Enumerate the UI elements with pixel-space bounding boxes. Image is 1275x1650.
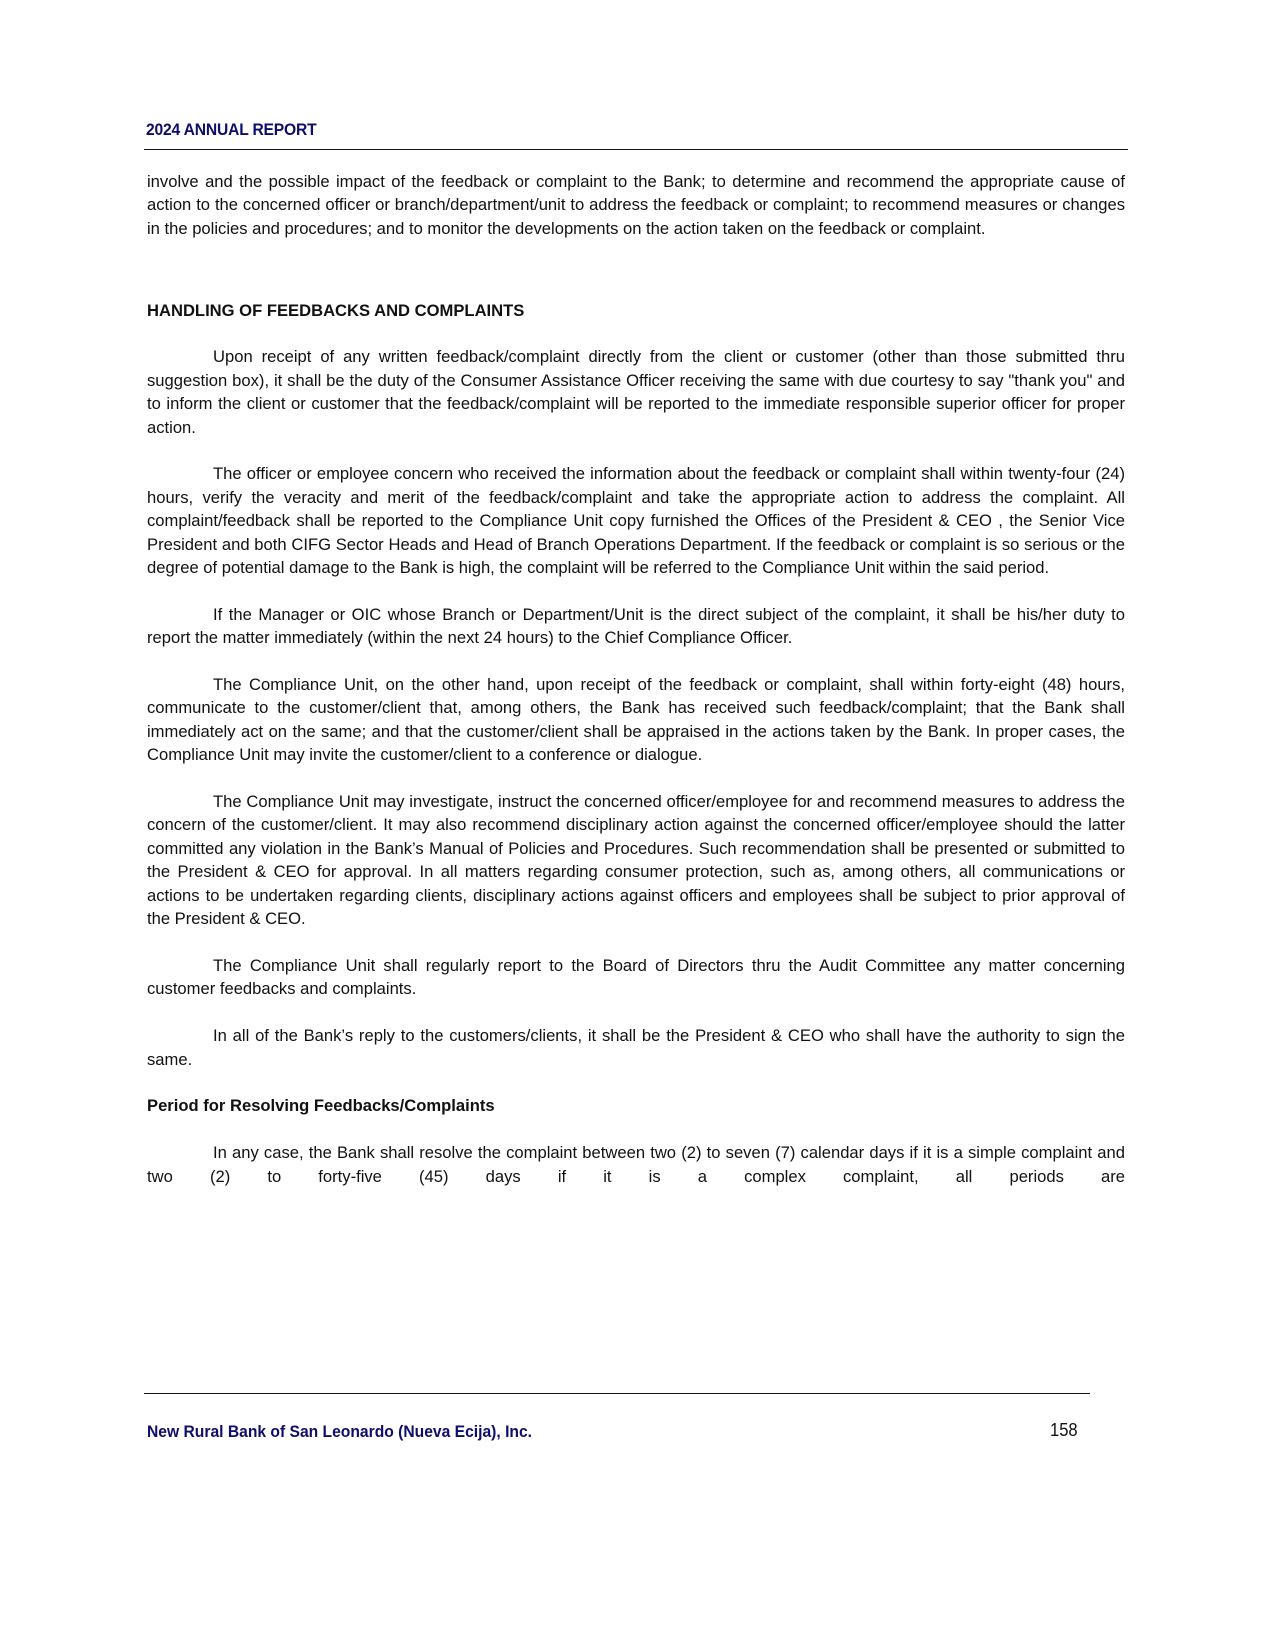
subsection-heading: Period for Resolving Feedbacks/Complaints	[147, 1096, 495, 1116]
footer-organization-name: New Rural Bank of San Leonardo (Nueva Ecija), Inc.	[147, 1422, 533, 1441]
page-number: 158	[1050, 1420, 1078, 1440]
paragraph-manager-report: If the Manager or OIC whose Branch or Department/Unit is the direct subject of the complaint, it shall be his/her duty to report the matter immediately (within the next 24 hours) to the Chief Compliance Officer.	[147, 604, 1125, 648]
header-divider	[144, 149, 1128, 150]
paragraph-resolution-period: In any case, the Bank shall resolve the complaint between two (2) to seven (7) calendar days if it is a simple complaint and two (2) to forty-five (45) days if it is a complex complaint, all periods are	[147, 1143, 1125, 1186]
running-header-title: 2024 ANNUAL REPORT	[146, 120, 317, 139]
section-spacer	[147, 264, 1125, 299]
footer-divider	[144, 1393, 1090, 1394]
paragraph-compliance-investigation: The Compliance Unit may investigate, instruct the concerned officer/employee for and recommend measures to address the concern of the customer/client. It may also recommend disciplinary action against the concerned officer/employee should the latter committed any violation in the Bank’s Manual of Policies and Procedures. Such recommendation shall be presented or submitted to the President & CEO for approval. In all matters regarding consumer protection, such as, among others, all communications or actions to be undertaken regarding clients, disciplinary actions against officers and employees shall be subject to prior approval of the President & CEO.	[147, 792, 1125, 929]
paragraph-signing-authority: In all of the Bank’s reply to the customers/clients, it shall be the President & CEO who shall have the authority to sign the same.	[147, 1026, 1125, 1069]
paragraph-receipt: Upon receipt of any written feedback/complaint directly from the client or customer (other than those submitted thru suggestion box), it shall be the duty of the Consumer Assistance Officer receiving the same with due courtesy to say "thank you" and to inform the client or customer that the feedback/complaint will be reported to the immediate responsible superior officer for proper action.	[147, 347, 1125, 437]
intro-paragraph: involve and the possible impact of the feedback or complaint to the Bank; to determine and recommend the appropriate cause of action to the concerned officer or branch/department/unit to address the feedback or complaint; to recommend measures or changes in the policies and procedures; and to monitor the developments on the action taken on the feedback or complaint.	[147, 172, 1125, 238]
section-heading: HANDLING OF FEEDBACKS AND COMPLAINTS	[147, 300, 525, 320]
paragraph-officer-verification: The officer or employee concern who received the information about the feedback or complaint shall within twenty-four (24) hours, verify the veracity and merit of the feedback/complaint and take the appropriate action to address the complaint. All complaint/feedback shall be reported to the Compliance Unit copy furnished the Offices of the President & CEO , the Senior Vice President and both CIFG Sector Heads and Head of Branch Operations Department. If the feedback or complaint is so serious or the degree of potential damage to the Bank is high, the complaint will be referred to the Compliance Unit within the said period.	[147, 464, 1125, 578]
paragraph-compliance-communication: The Compliance Unit, on the other hand, upon receipt of the feedback or complaint, shall within forty-eight (48) hours, communicate to the customer/client that, among others, the Bank has received such feedback/complaint; that the Bank shall immediately act on the same; and that the customer/client shall be appraised in the actions taken by the Bank. In proper cases, the Compliance Unit may invite the customer/client to a conference or dialogue.	[147, 675, 1125, 765]
document-body	[147, 170, 1125, 1211]
paragraph-board-reporting: The Compliance Unit shall regularly report to the Board of Directors thru the Audit Committee any matter concerning customer feedbacks and complaints.	[147, 955, 1125, 999]
